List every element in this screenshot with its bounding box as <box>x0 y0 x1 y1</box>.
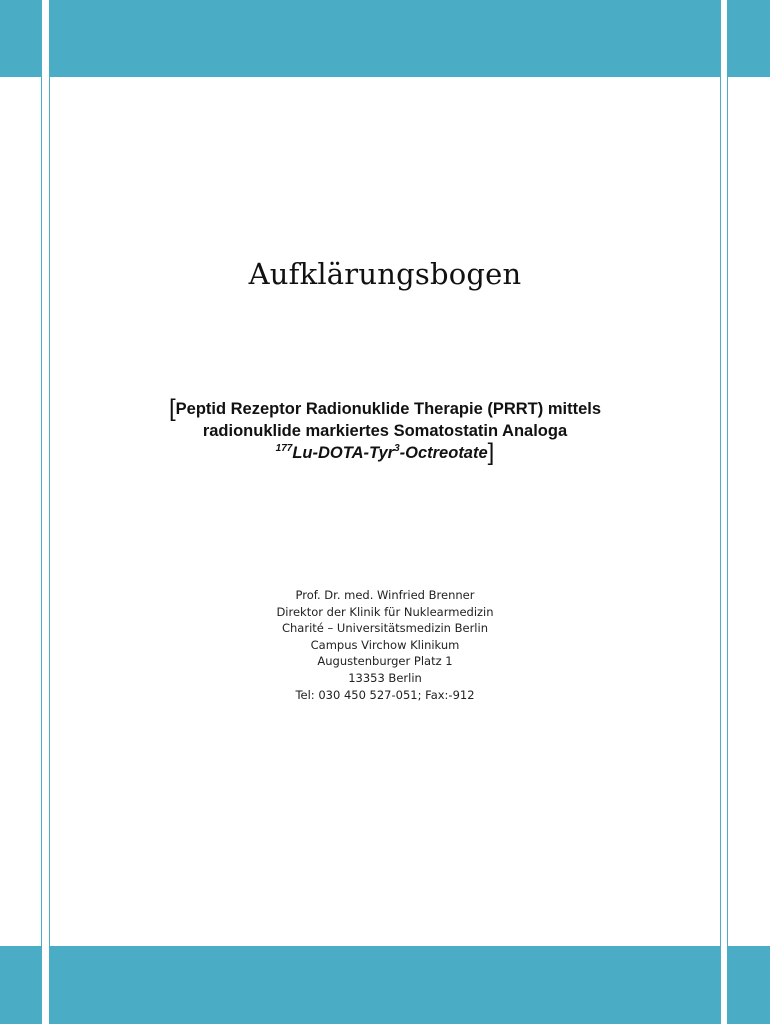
compound-name-part2: -Octreotate <box>399 444 488 462</box>
border-rule-left-inner <box>49 0 50 1024</box>
header-band-right <box>728 0 770 77</box>
border-rule-left-outer <box>41 0 42 1024</box>
subtitle-line-2: radionuklide markiertes Somatostatin Analoga <box>202 422 568 440</box>
address-block <box>0 587 770 703</box>
document-title: Aufklärungsbogen <box>248 257 522 291</box>
footer-band-right <box>728 946 770 1024</box>
header-band-left <box>0 0 41 77</box>
address-institution: Charité – Universitätsmedizin Berlin <box>281 621 488 636</box>
bracket-open: [ <box>168 395 176 422</box>
address-campus: Campus Virchow Klinikum <box>310 637 460 652</box>
address-street: Augustenburger Platz 1 <box>317 654 453 669</box>
address-position: Direktor der Klinik für Nuklearmedizin <box>276 604 494 619</box>
footer-band <box>50 946 720 1024</box>
subtitle-line-3 <box>0 439 770 466</box>
footer-band-left <box>0 946 41 1024</box>
compound-name-part1: Lu-DOTA-Tyr <box>292 444 395 462</box>
header-band <box>50 0 720 77</box>
isotope-mass-number: 177 <box>275 443 293 454</box>
subtitle-line-1-text: Peptid Rezeptor Radionuklide Therapie (PRRT) mittels <box>175 400 602 418</box>
address-name: Prof. Dr. med. Winfried Brenner <box>295 588 475 602</box>
document-subtitle <box>0 395 770 466</box>
border-rule-right-inner <box>720 0 721 1024</box>
address-phone: Tel: 030 450 527-051; Fax:-912 <box>295 687 475 702</box>
subtitle-line-1 <box>0 395 770 422</box>
tyr-position-superscript: 3 <box>394 443 400 454</box>
border-rule-right-outer <box>727 0 728 1024</box>
address-city: 13353 Berlin <box>348 670 422 685</box>
bracket-close: ] <box>487 439 495 466</box>
